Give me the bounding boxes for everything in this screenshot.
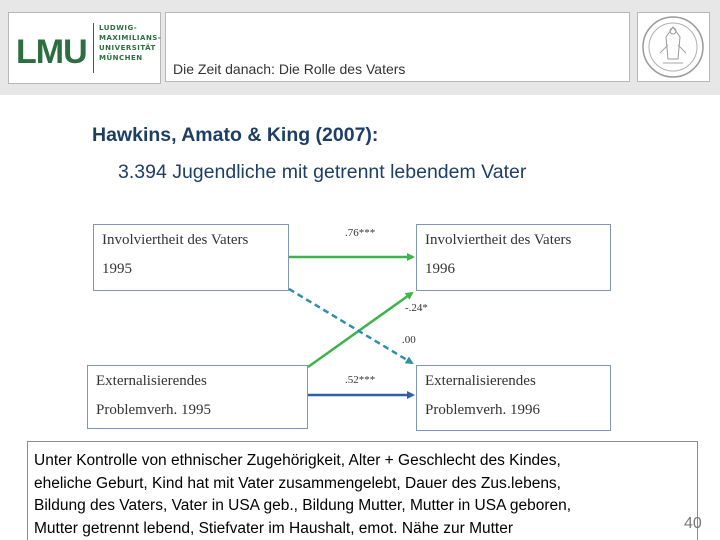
header-title: Die Zeit danach: Die Rolle des Vaters (173, 61, 406, 77)
box-label: Externalisierendes (96, 373, 207, 389)
box-label: Involviertheit des Vaters (102, 232, 249, 248)
box-involvement-1996 (416, 224, 611, 291)
box-label: Involviertheit des Vaters (425, 232, 572, 248)
coefficient-involvement-to-problem: .00 (402, 334, 416, 346)
note-line: eheliche Geburt, Kind hat mit Vater zusammengelebt, Dauer des Zus.lebens, (34, 474, 561, 492)
box-label: 1996 (425, 261, 455, 277)
arrow-problem-to-involvement (308, 293, 412, 367)
box-label: Externalisierendes (425, 373, 536, 389)
note-line: Unter Kontrolle von ethnischer Zugehörigkeit, Alter + Geschlecht des Kindes, (34, 452, 561, 469)
note-line: Mutter getrennt lebend, Stiefvater im Haushalt, emot. Nähe zur Mutter (34, 519, 514, 537)
box-label: Problemverh. 1996 (425, 402, 540, 418)
slide-subtitle: 3.394 Jugendliche mit getrennt lebendem Vater (118, 161, 527, 183)
logo-line: MAXIMILIANS- (99, 34, 162, 42)
page-number: 40 (684, 515, 702, 532)
logo-line: UNIVERSITÄT (99, 44, 156, 52)
box-problem-behavior-1995 (87, 365, 308, 429)
coefficient-problem-to-involvement: -.24* (405, 302, 428, 314)
note-line: Bildung des Vaters, Vater in USA geb., Bildung Mutter, Mutter in USA geboren, (34, 497, 572, 514)
logo-line: LUDWIG- (99, 24, 138, 32)
box-label: 1995 (102, 261, 132, 277)
control-variables-note (27, 441, 698, 540)
box-label: Problemverh. 1995 (96, 402, 211, 418)
arrow-involvement-to-problem (289, 289, 412, 363)
coefficient-involvement-stability: .76*** (345, 227, 376, 239)
slide-title: Hawkins, Amato & King (2007): (92, 124, 379, 146)
box-involvement-1995 (93, 224, 289, 291)
coefficient-problem-stability: .52*** (345, 374, 376, 386)
box-problem-behavior-1996 (416, 365, 611, 431)
logo-mark: LMU (16, 33, 87, 71)
logo-line: MÜNCHEN (99, 54, 143, 62)
